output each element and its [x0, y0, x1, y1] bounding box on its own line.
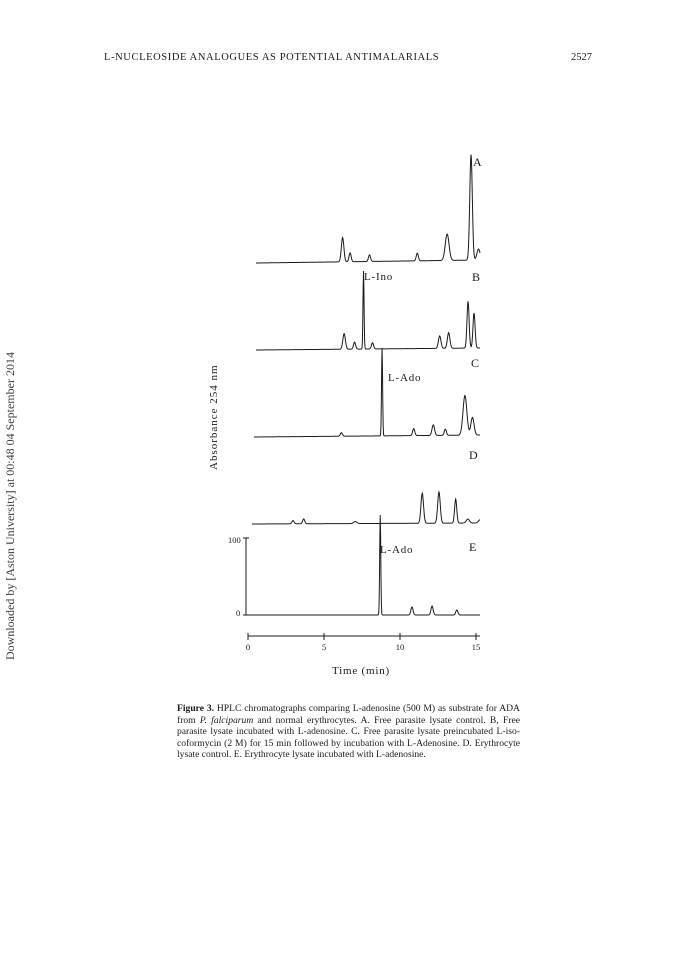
x-axis-label: Time (min)	[331, 665, 391, 677]
trace-label-e: E	[469, 540, 477, 554]
trace-d	[252, 492, 480, 524]
scale-label-0: 0	[236, 608, 241, 618]
trace-label-b: B	[472, 270, 481, 284]
trace-label-a: A	[473, 155, 482, 169]
figure-caption	[177, 703, 520, 761]
caption-text-2: and normal erythrocytes. A. Free parasite lysate control. B, Free parasite lysate incubated with L-adenosine. C. Free parasite lysate preincubated L-iso-coformycin (2 M) for 15 min followed by incubation with L-Adenosine. D. Erythrocyte lysate control. E. Erythrocyte lysate incubated with L-adenosine.	[177, 714, 520, 761]
x-tick-label-5: 5	[321, 642, 327, 652]
caption-species: P. falciparum	[199, 714, 254, 726]
peak-label-l-ino: L-Ino	[364, 271, 394, 283]
running-title: L-NUCLEOSIDE ANALOGUES AS POTENTIAL ANTIMALARIALS	[104, 52, 440, 63]
trace-a	[256, 155, 480, 263]
y-axis-label: Absorbance 254 nm	[208, 364, 220, 470]
x-tick-label-0: 0	[245, 642, 251, 652]
trace-e	[248, 515, 480, 615]
page-number: 2527	[571, 52, 592, 63]
x-tick-label-15: 15	[471, 642, 481, 652]
trace-c	[254, 348, 480, 437]
trace-label-c: C	[471, 356, 480, 370]
trace-label-d: D	[469, 448, 478, 462]
chromatogram-traces	[243, 155, 480, 615]
x-tick-label-10: 10	[395, 642, 405, 652]
trace-e-scale-bar	[243, 538, 249, 615]
x-axis	[246, 633, 480, 652]
caption-text-1: HPLC chromatographs comparing L-adenosine (500 M) as substrate for ADA from	[177, 703, 520, 726]
peak-label-l-ado-c: L-Ado	[388, 372, 422, 384]
download-notice: Downloaded by [Aston University] at 00:48 04 September 2014	[3, 352, 17, 660]
caption-label: Figure 3.	[177, 703, 215, 714]
scale-label-100: 100	[228, 535, 241, 545]
peak-label-l-ado-e: L-Ado	[380, 544, 414, 556]
